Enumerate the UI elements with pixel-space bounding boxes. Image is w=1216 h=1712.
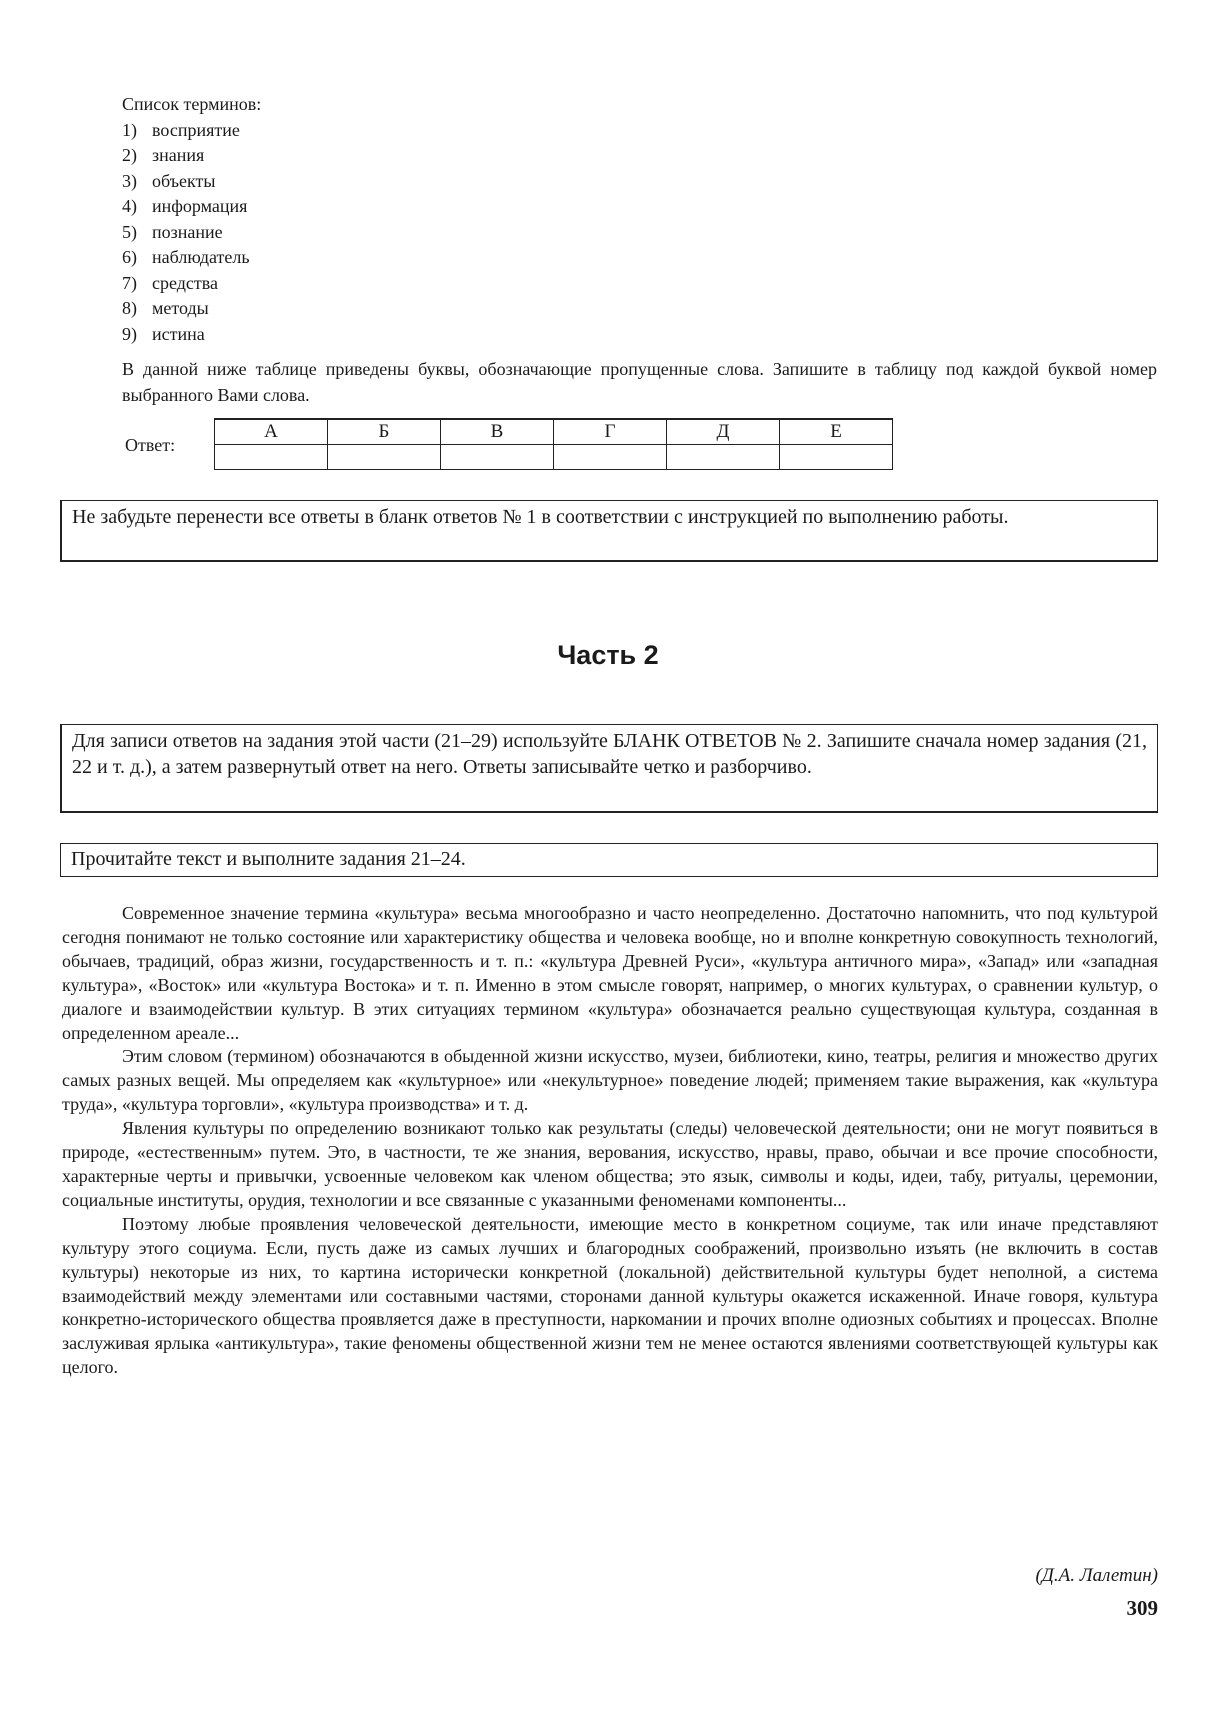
answer-label: Ответ:: [125, 435, 176, 455]
answer-letter: Г: [554, 419, 667, 445]
terms-list: [122, 92, 261, 347]
term-number: 9): [122, 323, 137, 344]
reminder-text: Не забудьте перенести все ответы в бланк ответов № 1 в соответствии с инструкцией по выполнению работы.: [72, 506, 1009, 528]
text-author: (Д.А. Лалетин): [1035, 1565, 1158, 1586]
term-number: 1): [122, 119, 137, 140]
term-text: методы: [152, 298, 209, 318]
term-number: 8): [122, 298, 137, 318]
answer-letter: Е: [780, 419, 893, 445]
answer-cell[interactable]: [441, 445, 554, 470]
term-item: [122, 143, 261, 169]
answer-letter: А: [215, 419, 328, 445]
answer-cell[interactable]: [215, 445, 328, 470]
text-paragraph: Современное значение термина «культура» весьма многообразно и часто неопределенно. Достаточно напомнить, что под культурой сегодня понимают не только состояние или характеристику общества и человека вообще, но и вполне конкретную совокупность технологий, обычаев, традиций, образ жизни, государственность и т. п.: «культура Древней Руси», «культура античного мира», «Запад» или «западная культура», «Восток» или «культура Востока» и т. п. Именно в этом смысле говорят, например, о многих культурах, о сравнении культур, о диалоге и взаимодействии культур. В этих ситуациях термином «культура» обозначается реально существующая культура, созданная в определенном ареале...: [62, 903, 1158, 1043]
text-paragraph: Поэтому любые проявления человеческой деятельности, имеющие место в конкретном социуме, так или иначе представляют культуру этого социума. Если, пусть даже из самых лучших и благородных соображений, произвольно изъять (не включить в состав культуры) некоторые из них, то картина исторически конкретной (локальной) действительной культуры будет неполной, а система взаимодействий между элементами или составными частями, сторонами данной культуры окажется искаженной. Иначе говоря, культура конкретно-исторического общества проявляется даже в преступности, наркомании и прочих вполне одиозных событиях и процессах. Вполне заслуживая ярлыка «антикультура», такие феномены общественной жизни тем не менее остаются явлениями соответствующей культуры как целого.: [62, 1213, 1158, 1378]
part-title: Часть 2: [557, 640, 659, 670]
reading-text: [62, 902, 1158, 1380]
answer-letter: В: [441, 419, 554, 445]
answer-letters-row: [215, 419, 893, 445]
page-number: 309: [1126, 1596, 1158, 1620]
text-paragraph: Этим словом (термином) обозначаются в обыденной жизни искусство, музеи, библиотеки, кино, театры, религия и множество других самых разных вещей. Мы определяем как «культурное» или «некультурное» поведение людей; применяем такие выражения, как «культура труда», «культура торговли», «культура производства» и т. д.: [62, 1046, 1158, 1115]
table-instruction: В данной ниже таблице приведены буквы, обозначающие пропущенные слова. Запишите в таблицу под каждой буквой номер выбранного Вами слова.: [122, 359, 1157, 405]
answer-table: [214, 418, 893, 470]
reminder-box: [60, 500, 1158, 562]
term-item: [122, 296, 261, 322]
term-item: [122, 322, 261, 348]
term-item: [122, 220, 261, 246]
term-number: 2): [122, 145, 137, 165]
answer-letter: Д: [667, 419, 780, 445]
term-text: средства: [152, 272, 219, 293]
term-item: [122, 169, 261, 195]
term-number: 5): [122, 221, 137, 242]
answer-cell[interactable]: [667, 445, 780, 470]
read-task-text: Прочитайте текст и выполните задания 21–24.: [71, 848, 466, 870]
term-item: [122, 271, 261, 297]
part2-instruction-box: [60, 724, 1158, 813]
read-task-box: [60, 843, 1158, 877]
term-item: [122, 118, 261, 144]
term-number: 7): [122, 272, 137, 293]
answer-cell[interactable]: [554, 445, 667, 470]
answer-letter: Б: [328, 419, 441, 445]
term-text: знания: [152, 145, 205, 165]
term-text: объекты: [152, 170, 216, 191]
term-text: наблюдатель: [152, 247, 250, 267]
term-item: [122, 194, 261, 220]
term-text: истина: [152, 323, 205, 344]
terms-title: Список терминов:: [122, 94, 262, 114]
term-text: восприятие: [152, 119, 240, 140]
term-text: информация: [152, 196, 248, 216]
answer-cell[interactable]: [780, 445, 893, 470]
term-text: познание: [152, 221, 223, 242]
term-item: [122, 245, 261, 271]
term-number: 6): [122, 247, 137, 267]
text-paragraph: Явления культуры по определению возникают только как результаты (следы) человеческой деятельности; они не могут появиться в природе, «естественным» путем. Это, в частности, те же знания, верования, искусство, нравы, право, обычаи и все прочие способности, характерные черты и привычки, усвоенные человеком как членом общества; это язык, символы и коды, идеи, табу, ритуалы, церемонии, социальные институты, орудия, технологии и все связанные с указанными феноменами компоненты...: [62, 1118, 1158, 1210]
term-number: 3): [122, 170, 137, 191]
part2-instruction-text: Для записи ответов на задания этой части (21–29) используйте БЛАНК ОТВЕТОВ № 2. Запишите сначала номер задания (21, 22 и т. д.), а затем развернутый ответ на него. Ответы записывайте четко и разборчиво.: [72, 730, 1147, 778]
answer-input-row: [215, 445, 893, 470]
term-number: 4): [122, 196, 137, 216]
answer-cell[interactable]: [328, 445, 441, 470]
